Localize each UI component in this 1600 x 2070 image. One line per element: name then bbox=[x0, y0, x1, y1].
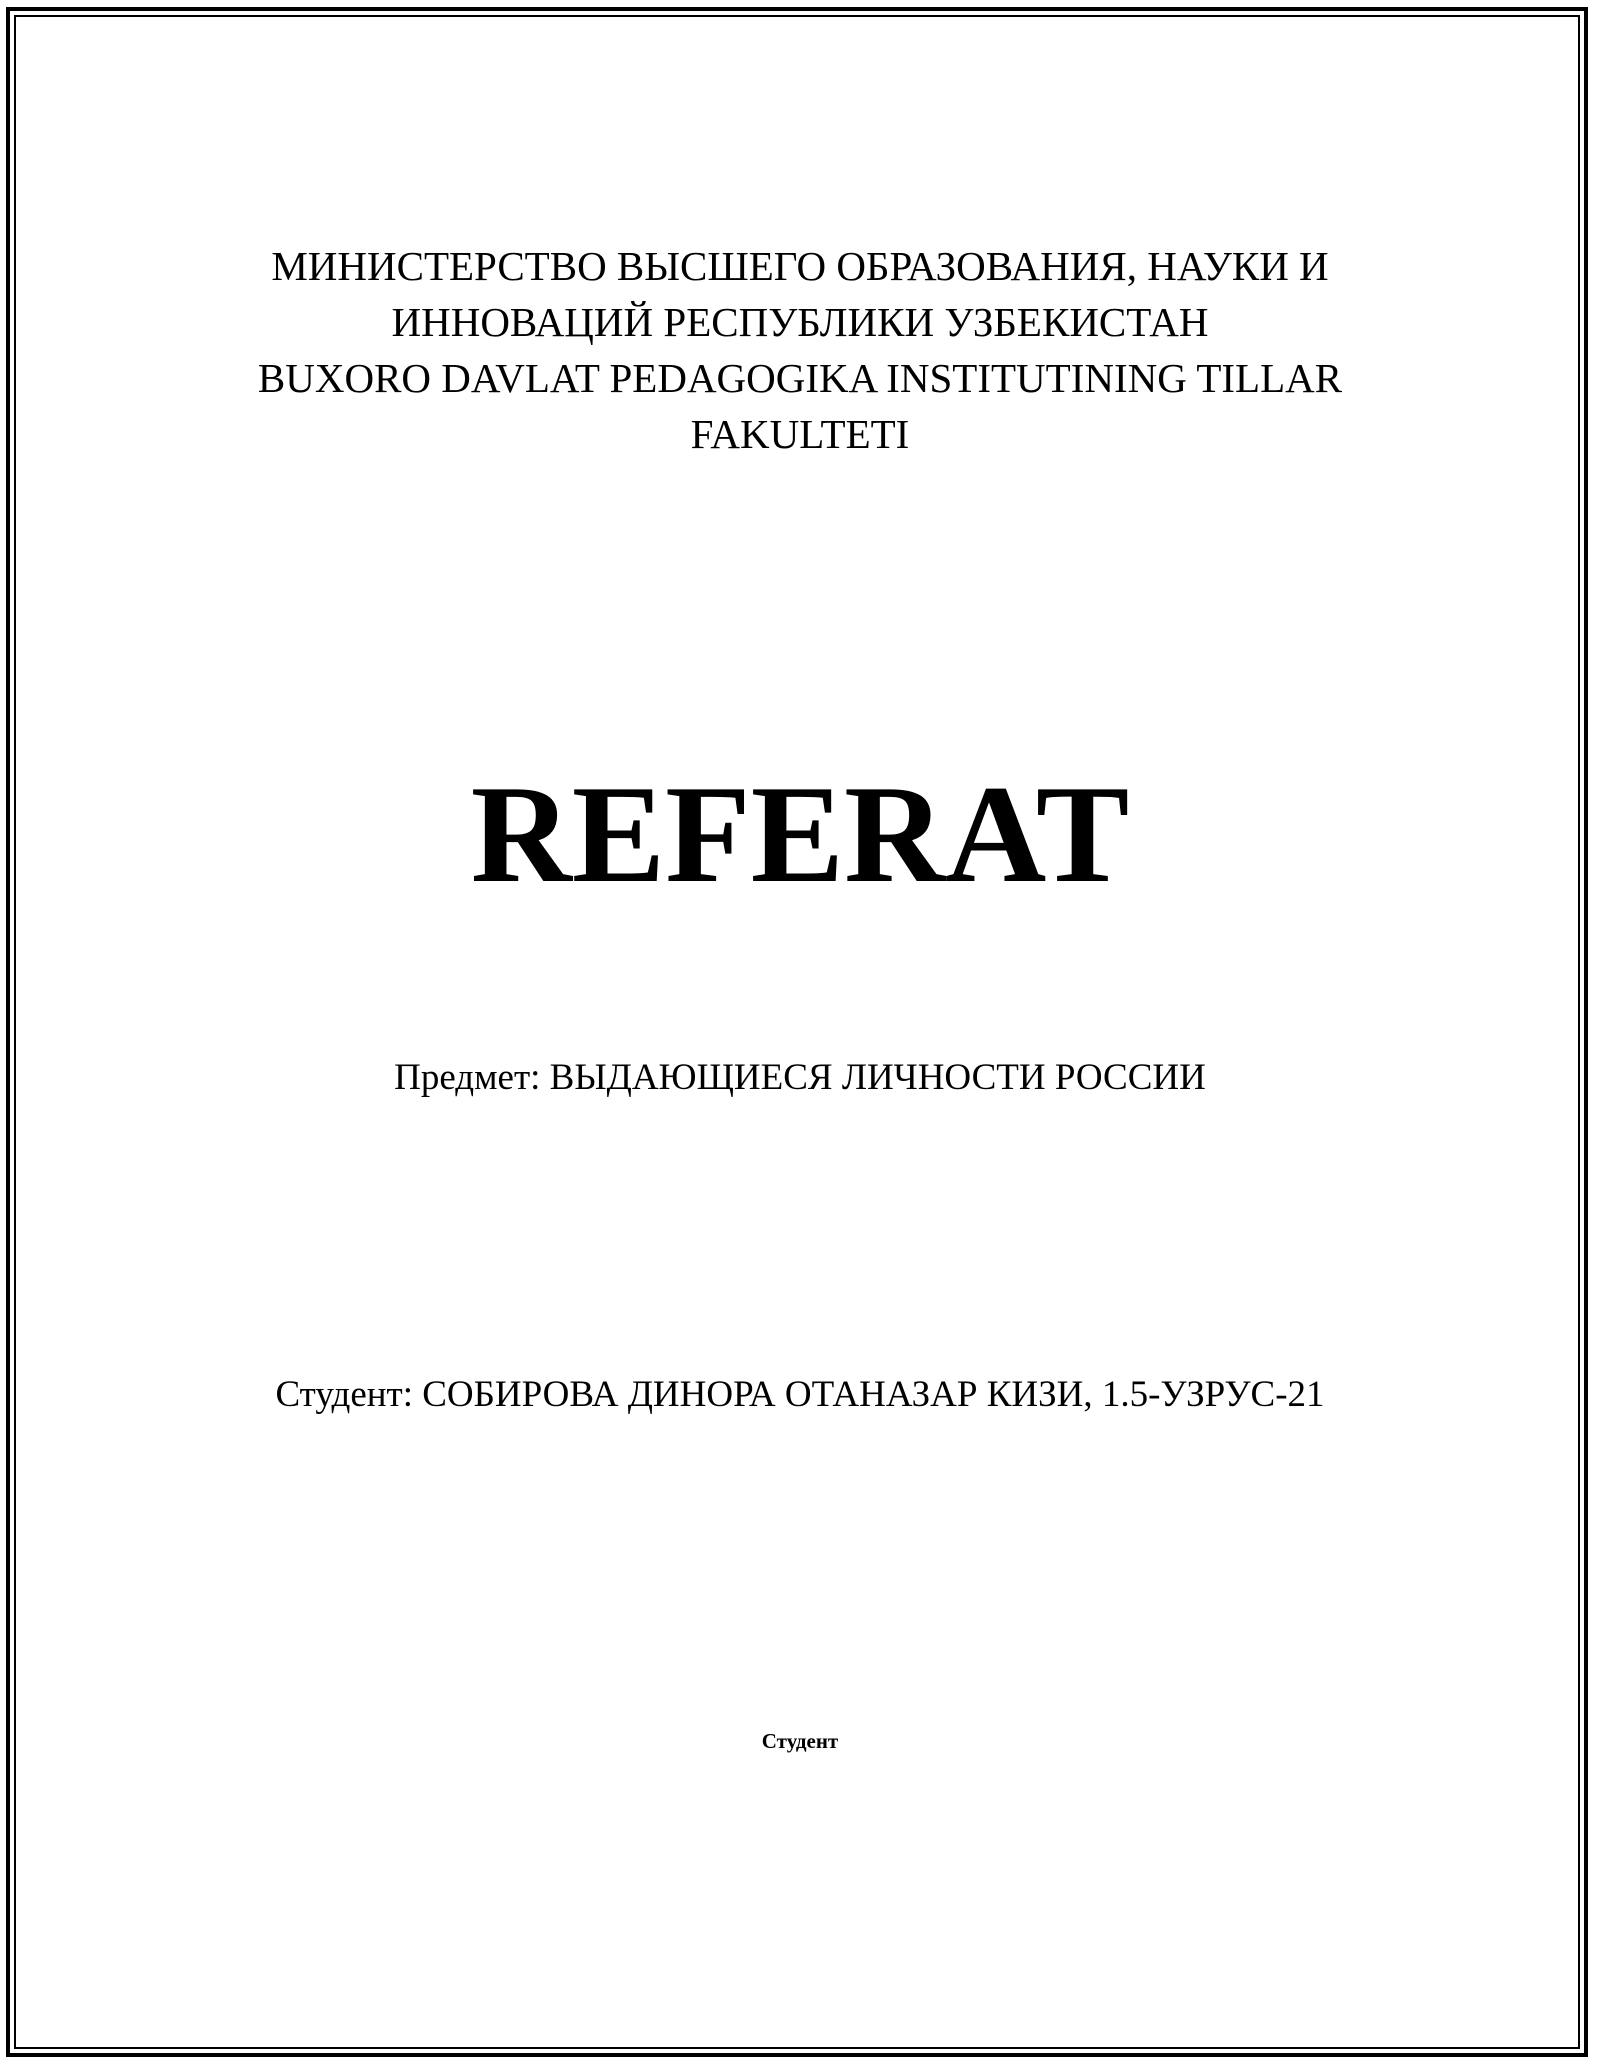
institution-header bbox=[0, 238, 1600, 462]
header-line-institute: BUXORO DAVLAT PEDAGOGIKA INSTITUTINING TILLAR bbox=[257, 355, 1343, 401]
header-line-faculty: FAKULTETI bbox=[690, 411, 910, 457]
header-line-republic: ИННОВАЦИЙ РЕСПУБЛИКИ УЗБЕКИСТАН bbox=[391, 299, 1209, 345]
header-line-ministry: МИНИСТЕРСТВО ВЫСШЕГО ОБРАЗОВАНИЯ, НАУКИ И bbox=[271, 243, 1329, 289]
subject-line: Предмет: ВЫДАЮЩИЕСЯ ЛИЧНОСТИ РОССИИ bbox=[394, 1057, 1206, 1098]
document-title: REFERAT bbox=[470, 757, 1130, 912]
student-info: Студент: СОБИРОВА ДИНОРА ОТАНАЗАР КИЗИ, 1.5-УЗРУС-21 bbox=[275, 1374, 1325, 1415]
footer-student-label: Студент bbox=[761, 1729, 839, 1753]
